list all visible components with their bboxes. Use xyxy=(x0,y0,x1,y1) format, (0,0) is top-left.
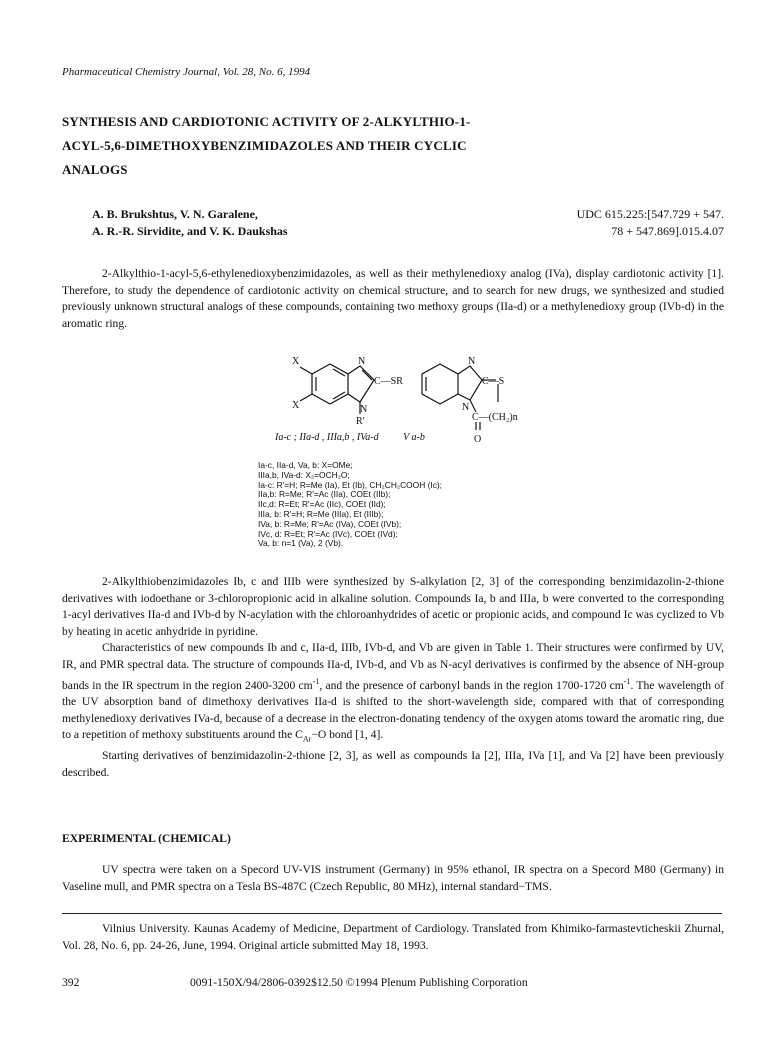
issn-line: 0091-150X/94/2806-0392$12.50 ©1994 Plenum Publishing Corporation xyxy=(190,976,528,989)
p3-text-c: . The wavelength of the UV absorption band of dimethoxy derivatives IIa-d is shifted to the short-wavelength side, compared with that of corresponding methylenedioxy derivatives IVa-d, because of a decrease in the electron-donating tendency of the oxygen atoms toward the aromatic ring, due to a repetition of methoxy substituents around the C xyxy=(62,678,724,742)
benzene-ring-2 xyxy=(422,364,458,404)
p3-sup-1: -1 xyxy=(312,676,320,686)
udc-line-1: UDC 615.225:[547.729 + 547. xyxy=(576,207,724,221)
title-line-2: ACYL-5,6-DIMETHOXYBENZIMIDAZOLES AND THEIR CYCLIC xyxy=(62,138,467,153)
title-line-1: SYNTHESIS AND CARDIOTONIC ACTIVITY OF 2-ALKYLTHIO-1- xyxy=(62,114,471,129)
n-label-bottom: N xyxy=(360,404,368,415)
benzene-ring-1 xyxy=(312,364,348,404)
article-title xyxy=(62,110,622,182)
paragraph-3 xyxy=(62,640,724,748)
legend-line: IVc, d: R=Et; R'=Ac (IVc), COEt (IVd); xyxy=(258,528,398,539)
legend-line: IIa,b: R=Me; R'=Ac (IIa), COEt (IIb); xyxy=(258,489,391,500)
legend-line: IIIa, b: R'=H; R=Me (IIIa), Et (IIIb); xyxy=(258,508,384,519)
legend-line: IVa, b: R=Me; R'=Ac (IVa), COEt (IVb); xyxy=(258,518,402,529)
p3-sub: Ar xyxy=(302,734,312,744)
imidazole-ring-1 xyxy=(348,366,374,402)
legend-line: IIc,d: R=Et; R'=Ac (IIc), COEt (IId); xyxy=(258,499,386,510)
sr-label: C—SR xyxy=(374,376,403,387)
intro-paragraph xyxy=(62,266,724,332)
main-text xyxy=(62,574,724,781)
legend-line: IIIa,b, IVa-d: X₂=OCH₂O; xyxy=(258,469,350,480)
paragraph-1: 2-Alkylthio-1-acyl-5,6-ethylenedioxybenzimidazoles, as well as their methylenedioxy analog (IVa), display cardiotonic activity [1]. Therefore, to study the dependence of cardiotonic activity on chemical structure, and to search for new drugs, we synthesized and studied previously unknown structural analogs of these compounds, containing two methoxy groups (IIa-d) or a methylenedioxy group (IVb-d) in the aromatic ring. xyxy=(62,267,724,330)
p3-sup-2: -1 xyxy=(623,676,631,686)
legend-line: Va, b: n=1 (Va), 2 (Vb). xyxy=(258,538,344,549)
figure-legend xyxy=(258,461,442,549)
imidazole-ring-2 xyxy=(458,366,482,400)
x-label-bottom: X xyxy=(292,400,300,411)
affiliation-footnote xyxy=(62,921,724,954)
udc-line-2: 78 + 547.869].015.4.07 xyxy=(611,224,724,238)
cs-label: C—S xyxy=(482,376,505,387)
paragraph-5: UV spectra were taken on a Specord UV-VIS instrument (Germany) in 95% ethanol, IR spectra on a Specord M80 (Germany) in Vaseline mull, and PMR spectra on a Tesla BS-487C (Czech Republic, 80 MHz), internal standard−TMS. xyxy=(62,863,724,893)
affiliation-text: Vilnius University. Kaunas Academy of Medicine, Department of Cardiology. Translated from Khimiko-farmastevticheskii Zhurnal, Vol. 28, No. 6, pp. 24-26, June, 1994. Original article submitted May 18, 1993. xyxy=(62,922,724,952)
experimental-text xyxy=(62,862,724,895)
title-line-3: ANALOGS xyxy=(62,162,128,177)
paragraph-4: Starting derivatives of benzimidazolin-2-thione [2, 3], as well as compounds Ia [2], IIIa, IVa [1], and Va [2] have been previously described. xyxy=(62,749,724,779)
authors-line-2: A. R.-R. Sirvidite, and V. K. Daukshas xyxy=(92,224,288,238)
n-label-top-2: N xyxy=(468,356,476,367)
n-label-top: N xyxy=(358,356,366,367)
legend-line: Ia-c: R'=H; R=Me (Ia), Et (Ib), CH₂CH₂COOH (Ic); xyxy=(258,479,442,490)
p3-text-d: −O bond [1, 4]. xyxy=(311,728,384,742)
udc-code xyxy=(577,206,724,240)
r-prime-label: R' xyxy=(356,416,365,427)
n-label-bottom-2: N xyxy=(462,402,470,413)
p3-text-a: Characteristics of new compounds Ib and c, IIa-d, IIIb, IVb-d, and Vb are given in Table 1. Their structures were confirmed by UV, IR, and PMR spectral data. The structure of compounds IIa-d, IVb-d, and Vb as N-acyl derivatives is confirmed by the absence of NH-group bands in the IR spectrum in the region 2400-3200 cm xyxy=(62,641,724,692)
x-label-top: X xyxy=(292,356,300,367)
footnote-divider xyxy=(62,913,722,914)
compound-labels-2: V a-b xyxy=(403,432,425,443)
oxygen-label: O xyxy=(474,434,482,445)
compound-labels-1: Ia-c ; IIa-d , IIIa,b , IVa-d xyxy=(275,432,379,443)
journal-header: Pharmaceutical Chemistry Journal, Vol. 28, No. 6, 1994 xyxy=(62,66,311,78)
authors-line-1: A. B. Brukshtus, V. N. Garalene, xyxy=(92,207,258,221)
page-number: 392 xyxy=(62,976,80,989)
section-heading: EXPERIMENTAL (CHEMICAL) xyxy=(62,832,231,845)
compound-labels xyxy=(275,432,425,443)
p3-text-b: , and the presence of carbonyl bands in the region 1700-1720 cm xyxy=(319,678,624,692)
chain-label: C—(CH₂)n xyxy=(472,412,518,423)
author-list xyxy=(92,206,288,240)
paragraph-2: 2-Alkylthiobenzimidazoles Ib, c and IIIb were synthesized by S-alkylation [2, 3] of the corresponding benzimidazolin-2-thione derivatives with iodoethane or 3-chloropropionic acid in alkaline solution. Compounds Ia, b and IIIa, b were converted to the corresponding 1-acyl derivatives IIa-d and IVb-d by N-acylation with the chloroanhydrides of acetic or propionic acids, and compound Ic was cyclized to Vb by heating in acetic anhydride in pyridine. xyxy=(62,575,724,638)
legend-line: Ia-c, IIa-d, Va, b: X=OMe; xyxy=(258,460,353,470)
